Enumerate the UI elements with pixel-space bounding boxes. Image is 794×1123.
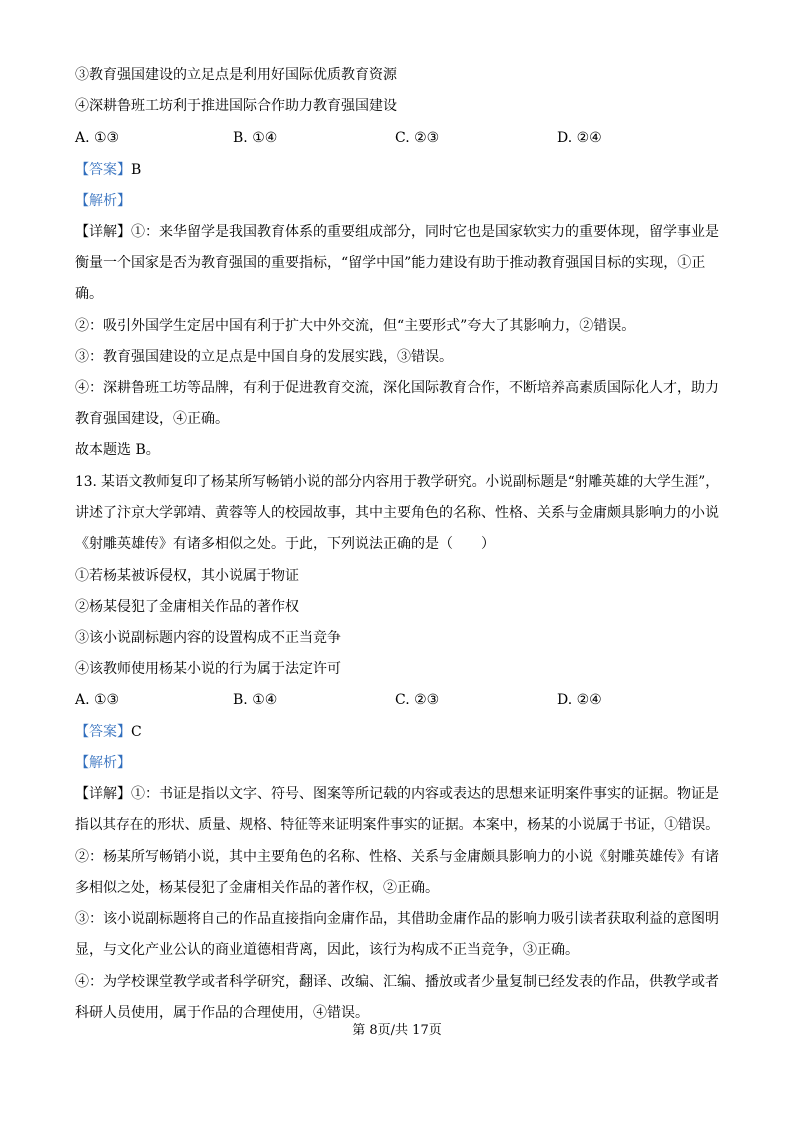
q12-detail-line-6: ④：深耕鲁班工坊等品牌，有利于促进教育交流，深化国际教育合作，不断培养高素质国际化人才，助力 — [75, 380, 719, 396]
q12-option-c: C. ②③ — [395, 130, 440, 146]
q13-detail-line-5: ③：该小说副标题将自己的作品直接指向金庸作品，其借助金庸作品的影响力吸引读者获取利益的意图明 — [75, 911, 719, 927]
q13-detail-line-3: ②：杨某所写畅销小说，其中主要角色的名称、性格、关系与金庸颇具影响力的小说《射雕英雄传》有诸 — [75, 849, 719, 865]
detail-text: ①：书证是指以文字、符号、图案等所记载的内容或表达的思想来证明案件事实的证据。物证是 — [131, 786, 719, 802]
q13-stem-line-3: 《射雕英雄传》有诸多相似之处。于此，下列说法正确的是（ ） — [75, 536, 495, 552]
q12-detail-line-4: ②：吸引外国学生定居中国有利于扩大中外交流，但“主要形式”夸大了其影响力，②错误。 — [75, 318, 636, 334]
answer-tag: 【答案】 — [75, 162, 131, 178]
q13-stem-line-2: 讲述了汴京大学郭靖、黄蓉等人的校园故事，其中主要角色的名称、性格、关系与金庸颇具影响力的小说 — [75, 505, 719, 521]
analysis-tag: 【解析】 — [75, 193, 131, 209]
q12-item-3: ③教育强国建设的立足点是利用好国际优质教育资源 — [75, 67, 397, 83]
q13-option-a: A. ①③ — [75, 692, 120, 708]
detail-tag: 【详解】 — [75, 786, 131, 802]
detail-tag: 【详解】 — [75, 224, 131, 240]
q12-detail-line-1 — [75, 222, 719, 242]
q13-item-3: ③该小说副标题内容的设置构成不正当竞争 — [75, 630, 341, 646]
page-footer: 第 8页/共 17页 — [352, 1023, 442, 1038]
q13-detail-line-4: 多相似之处，杨某侵犯了金庸相关作品的著作权，②正确。 — [75, 880, 439, 896]
q13-item-2: ②杨某侵犯了金庸相关作品的著作权 — [75, 599, 299, 615]
q13-detail-line-2: 指以其存在的形状、质量、规格、特征等来证明案件事实的证据。本案中，杨某的小说属于书证，①错误。 — [75, 817, 719, 833]
q13-detail-line-6: 显，与文化产业公认的商业道德相背离，因此，该行为构成不正当竞争，③正确。 — [75, 942, 579, 958]
q12-option-d: D. ②④ — [557, 130, 602, 146]
q13-option-b: B. ①④ — [233, 692, 278, 708]
q13-item-1: ①若杨某被诉侵权，其小说属于物证 — [75, 568, 299, 584]
q12-conclusion: 故本题选 B。 — [75, 442, 160, 458]
q13-option-d: D. ②④ — [557, 692, 602, 708]
q12-detail-line-5: ③：教育强国建设的立足点是中国自身的发展实践，③错误。 — [75, 349, 453, 365]
q13-analysis-heading — [75, 753, 131, 773]
q12-detail-line-2: 衡量一个国家是否为教育强国的重要指标，“留学中国”能力建设有助于推动教育强国目标的实现，①正 — [75, 255, 706, 271]
detail-text: ①：来华留学是我国教育体系的重要组成部分，同时它也是国家软实力的重要体现，留学事业是 — [131, 224, 719, 240]
q12-item-4: ④深耕鲁班工坊利于推进国际合作助力教育强国建设 — [75, 98, 397, 114]
answer-value: C — [131, 724, 142, 740]
q13-detail-line-7: ④：为学校课堂教学或者科学研究，翻译、改编、汇编、播放或者少量复制已经发表的作品，供教学或者 — [75, 974, 719, 990]
q13-answer — [75, 722, 142, 742]
analysis-tag: 【解析】 — [75, 755, 131, 771]
q13-stem-line-1: 13. 某语文教师复印了杨某所写畅销小说的部分内容用于教学研究。小说副标题是“射雕英雄的大学生涯”， — [75, 474, 720, 490]
q12-detail-line-3: 确。 — [75, 286, 103, 302]
q13-detail-line-8: 科研人员使用，属于作品的合理使用，④错误。 — [75, 1005, 369, 1021]
answer-value: B — [131, 162, 142, 178]
q13-option-c: C. ②③ — [395, 692, 440, 708]
q13-item-4: ④该教师使用杨某小说的行为属于法定许可 — [75, 661, 341, 677]
q12-option-a: A. ①③ — [75, 130, 120, 146]
q12-answer — [75, 160, 141, 180]
q12-analysis-heading — [75, 191, 131, 211]
q13-detail-line-1 — [75, 784, 719, 804]
q12-option-b: B. ①④ — [233, 130, 278, 146]
q12-detail-line-7: 教育强国建设，④正确。 — [75, 411, 229, 427]
answer-tag: 【答案】 — [75, 724, 131, 740]
